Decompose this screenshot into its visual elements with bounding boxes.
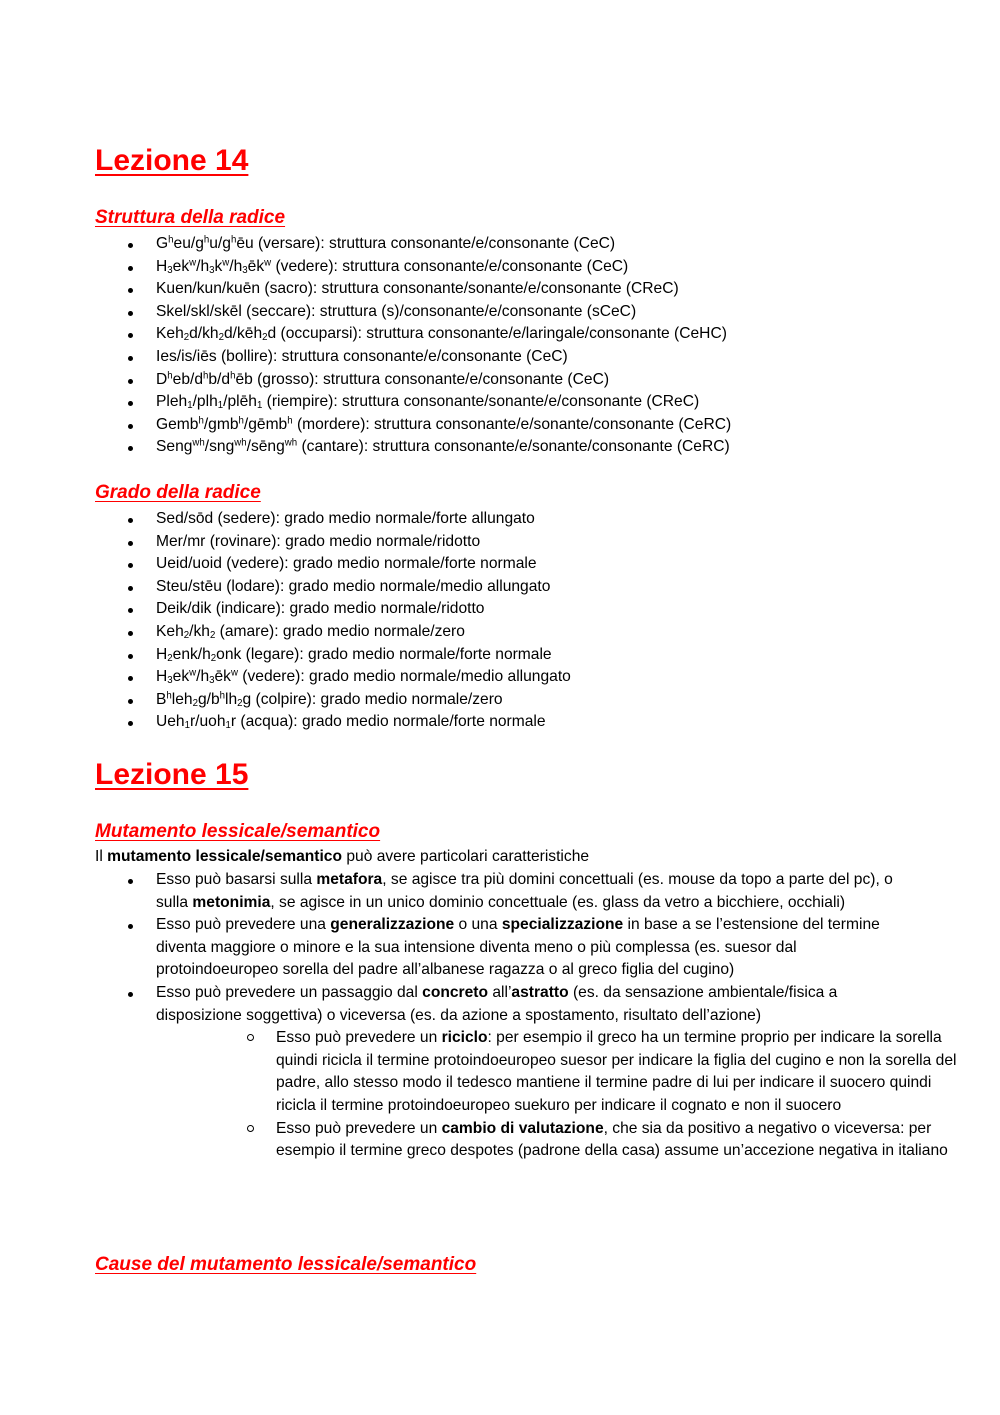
grado-radice-list [0,508,571,734]
list-item: Seng$^{wh}$/sng$^{wh}$/sēng$^{wh}$ (cantare): struttura consonante/e/sonante/consonante (CeRC) [0,436,731,459]
list-item: Ueid/uoid (vedere): grado medio normale/forte normale [0,553,571,576]
list-item: Pleh$_1$/plh$_1$/plēh$_1$ (riempire): struttura consonante/sonante/e/consonante (CReC) [0,391,731,414]
list-item: Skel/skl/skēl (seccare): struttura (s)/consonante/e/consonante (sCeC) [0,301,731,324]
list-item: $G^heu/g^hu/g^hēu$ (versare): struttura consonante/e/consonante (CeC) [0,233,731,256]
list-item: Kuen/kun/kuēn (sacro): struttura consonante/sonante/e/consonante (CReC) [0,278,731,301]
list-item: Ies/is/iēs (bollire): struttura consonante/e/consonante (CeC) [0,346,731,369]
mutamento-heading: Mutamento lessicale/semantico [95,821,381,842]
lezione-15-title: Lezione 15 [95,758,249,791]
lezione-14-title: Lezione 14 [95,144,249,177]
mutamento-intro: Il mutamento lessicale/semantico può avere particolari caratteristiche [95,848,590,865]
list-item: Esso può prevedere una generalizzazione o una specializzazione in base a se l’estensione del termine diventa maggiore o minore e la sua intensione diventa meno o più complessa (es. suesor dal protoindoeuropeo sorella del padre all’albanese ragazza o al greco figlia del cugino) [0,914,901,982]
list-item: Ueh$_1$r/uoh$_1$r (acqua): grado medio normale/forte normale [0,711,571,734]
list-item: $Keh_2d/kh_2d/kēh_2d$ (occuparsi): struttura consonante/e/laringale/consonante (CeHC) [0,323,731,346]
list-item: $H_2enk/h_2onk$ (legare): grado medio normale/forte normale [0,644,571,667]
list-item: $H_3ek^w/h_3k^w/h_3ēk^w$ (vedere): struttura consonante/e/consonante (CeC) [0,256,731,279]
struttura-radice-list [0,233,731,459]
sublist-item: Esso può prevedere un cambio di valutazione, che sia da positivo a negativo o viceversa: per esempio il termine greco despotes (padrone della casa) assume un’accezione negativa in italiano [60,1118,961,1163]
sublist-item: Esso può prevedere un riciclo: per esempio il greco ha un termine proprio per indicare la sorella quindi ricicla il termine protoindoeuropeo suesor per indicare la figlia del cugino e non la sorella del padre, allo stesso modo il tedesco mantiene il termine padre di lui per indicare il suocero quindi ricicla il termine protoindoeuropeo suekuro per indicare il cognato e non il suocero [60,1027,961,1117]
list-item-text: Esso può prevedere un passaggio dal concreto all’astratto (es. da sensazione ambientale/fisica a disposizione soggettiva) o viceversa (es. da azione a spostamento, risultato dell’azione) [156,983,838,1024]
list-item: Mer/mr (rovinare): grado medio normale/ridotto [0,531,571,554]
list-item: $H_3ek^w/h_3ēk^w$ (vedere): grado medio normale/medio allungato [0,666,571,689]
list-item [0,982,957,1163]
list-item: Steu/stēu (lodare): grado medio normale/medio allungato [0,576,571,599]
mutamento-list [0,869,1000,1163]
mutamento-sublist [156,1027,957,1163]
list-item: $B^hleh_2g/b^hlh_2g$ (colpire): grado medio normale/zero [0,689,571,712]
list-item: Deik/dik (indicare): grado medio normale/ridotto [0,598,571,621]
list-item: $D^heb/d^hb/d^hēb$ (grosso): struttura consonante/e/consonante (CeC) [0,369,731,392]
list-item: Sed/sōd (sedere): grado medio normale/forte allungato [0,508,571,531]
list-item: $Keh_2/kh_2$ (amare): grado medio normale/zero [0,621,571,644]
list-item: Gemb$^h$/gmb$^h$/gēmb$^h$ (mordere): struttura consonante/e/sonante/consonante (CeRC) [0,414,731,437]
cause-mutamento-heading: Cause del mutamento lessicale/semantico [95,1254,477,1275]
grado-radice-heading: Grado della radice [95,482,261,503]
list-item: Esso può basarsi sulla metafora, se agisce tra più domini concettuali (es. mouse da topo a parte del pc), o sulla metonimia, se agisce in un unico dominio concettuale (es. glass da vetro a bicchiere, occhiali) [0,869,901,914]
struttura-radice-heading: Struttura della radice [95,207,286,228]
